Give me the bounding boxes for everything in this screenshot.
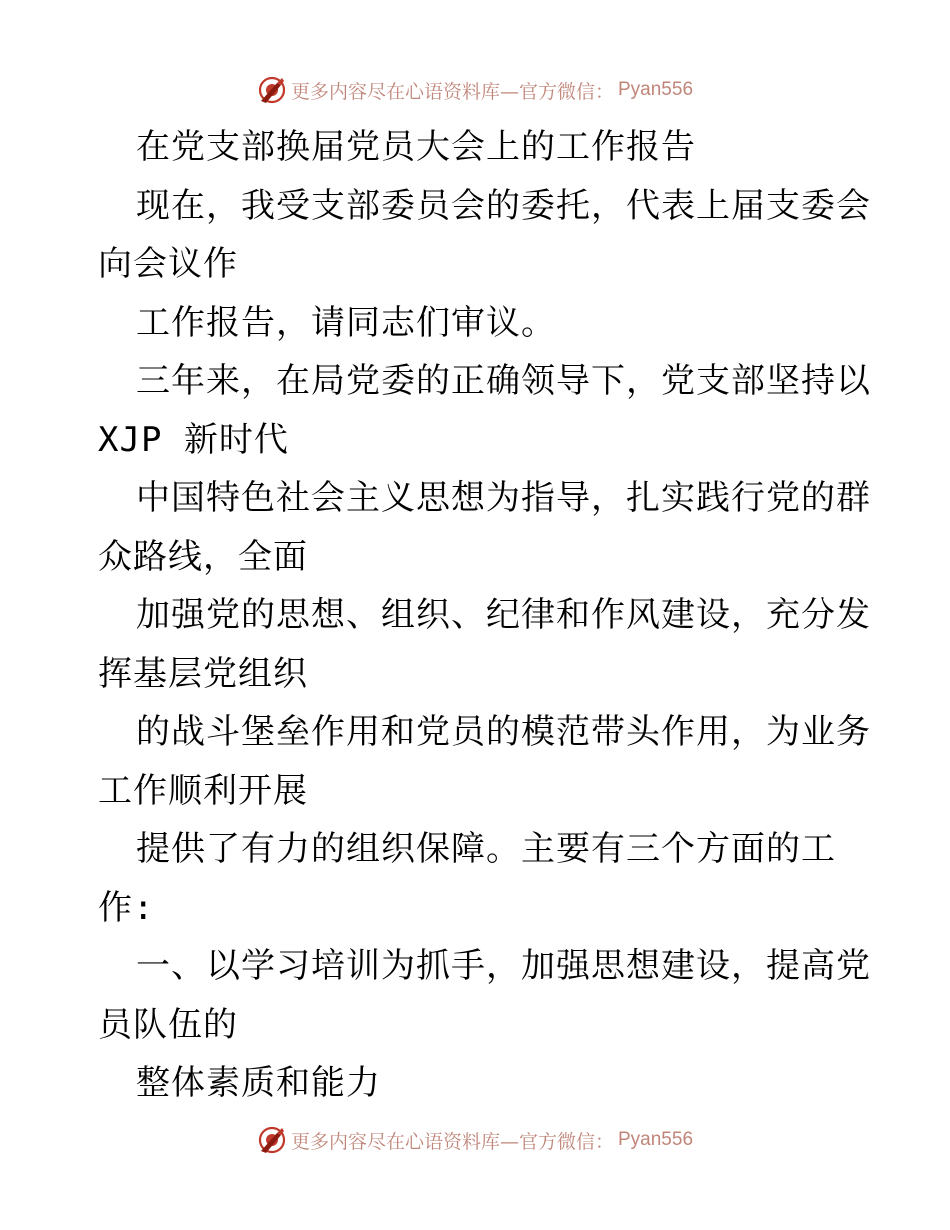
body-line: 挥基层党组织 xyxy=(98,653,308,694)
watermark-wechat-id: Pyan556 xyxy=(618,1129,694,1150)
section-heading: 一、以学习培训为抓手，加强思想建设，提高党 xyxy=(136,946,871,986)
body-line: XJP 新时代 xyxy=(98,419,289,460)
watermark-text: 更多内容尽在心语资料库—官方微信： xyxy=(290,80,614,103)
body-line: 向会议作 xyxy=(98,244,238,284)
body-line: 众路线，全面 xyxy=(98,536,308,577)
pen-logo-icon xyxy=(257,75,287,105)
body-line: 工作顺利开展 xyxy=(98,770,308,811)
body-line: 的战斗堡垒作用和党员的模范带头作用，为业务 xyxy=(136,712,871,752)
section-heading: 整体素质和能力 xyxy=(136,1063,381,1103)
body-line: 提供了有力的组织保障。主要有三个方面的工 xyxy=(136,829,836,869)
document-title: 在党支部换届党员大会上的工作报告 xyxy=(136,127,696,167)
body-line: 中国特色社会主义思想为指导，扎实践行党的群 xyxy=(136,478,871,518)
watermark-text: 更多内容尽在心语资料库—官方微信： xyxy=(290,1130,614,1153)
body-line: 工作报告，请同志们审议。 xyxy=(136,302,556,343)
body-line: 作: xyxy=(98,887,155,928)
watermark-header xyxy=(0,70,950,110)
section-heading: 员队伍的 xyxy=(98,1004,238,1045)
body-line: 现在，我受支部委员会的委托，代表上届支委会 xyxy=(136,185,871,226)
watermark-footer xyxy=(0,1120,950,1160)
pen-logo-icon xyxy=(257,1125,287,1155)
watermark-wechat-id: Pyan556 xyxy=(618,79,694,100)
body-line: 加强党的思想、组织、纪律和作风建设，充分发 xyxy=(136,595,871,635)
body-line: 三年来，在局党委的正确领导下，党支部坚持以 xyxy=(136,361,871,401)
document-body xyxy=(98,118,871,1113)
